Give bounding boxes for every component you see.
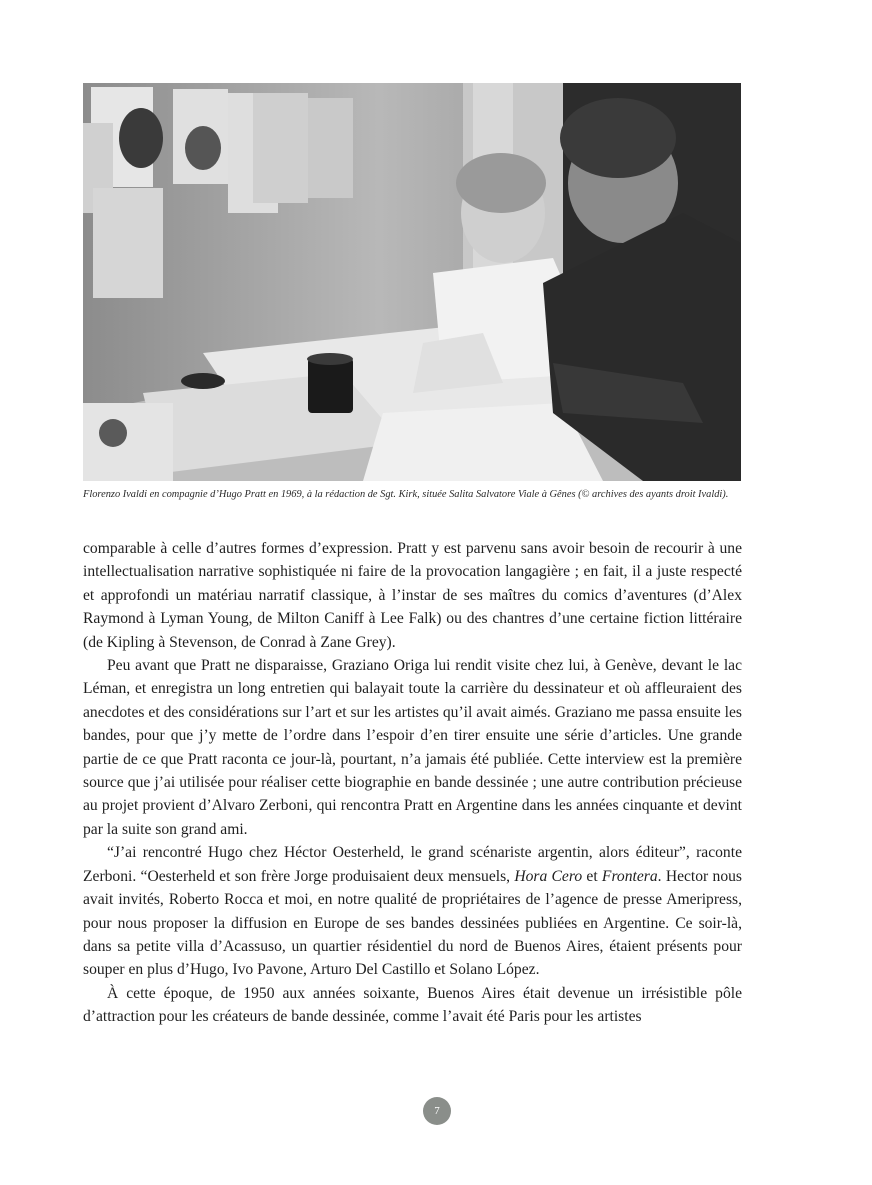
paragraph-text: Peu avant que Pratt ne disparaisse, Graziano Origa lui rendit visite chez lui, à Genève, devant le lac Léman, et enregistra un long entretien qui balayait toute la carrière du dessinateur et où affleuraient des anecdotes et des considérations sur l’art et sur les artistes qu’il avait aimés. Graziano me passa ensuite les bandes, pour que j’y mette de l’ordre dans l’espoir d’en tirer ensuite une série d’articles. Une grande partie de ce que Pratt raconta ce jour-là, pourtant, n’a jamais été publiée. Cette interview est la première source que j’ai utilisée pour réaliser cette biographie en bande dessinée ; une autre contribution précieuse au projet provient d’Alvaro Zerboni, qui rencontra Pratt en Argentine dans les années cinquante et devint par la suite son grand ami.: [83, 657, 742, 838]
paragraph-text: comparable à celle d’autres formes d’expression. Pratt y est parvenu sans avoir besoin de recourir à une intellectualisation narrative sophistiquée ni faire de la provocation langagière ; en fait, il a juste respecté et approfondi un matériau narratif classique, à l’instar de ses maîtres du comics d’aventures (d’Alex Raymond à Lyman Young, de Milton Caniff à Lee Falk) ou des chantres d’une certaine fiction littéraire (de Kipling à Stevenson, de Conrad à Zane Grey).: [83, 540, 742, 651]
magazine-title-hora-cero: Hora Cero: [514, 867, 583, 885]
paragraph-1: [83, 537, 742, 654]
page-number: 7: [423, 1097, 451, 1125]
paragraph-3: [83, 841, 742, 981]
paragraph-text: “J’ai rencontré Hugo chez Héctor Oesterheld, le grand scénariste argentin, alors éditeur”, raconte Zerboni. “Oesterheld et son frère Jorge produisaient deux mensuels,: [83, 844, 742, 885]
photo: [83, 83, 741, 481]
photo-icon: [83, 83, 741, 481]
paragraph-2: [83, 654, 742, 841]
paragraph-text: . Hector nous avait invités, Roberto Rocca et moi, en notre qualité de propriétaires de l’agence de presse Ameripress, pour nous proposer la diffusion en Europe de ses bandes dessinées publiées en Argentine. Ce soir-là, dans sa petite villa d’Acassuso, un quartier résidentiel du nord de Buenos Aires, étaient présents pour souper en plus d’Hugo, Ivo Pavone, Arturo Del Castillo et Solano López.: [83, 867, 742, 979]
paragraph-text: et: [582, 867, 602, 885]
paragraph-text: À cette époque, de 1950 aux années soixante, Buenos Aires était devenue un irrésistible pôle d’attraction pour les créateurs de bande dessinée, comme l’avait été Paris pour les artistes: [83, 984, 742, 1026]
photo-caption: Florenzo Ivaldi en compagnie d’Hugo Pratt en 1969, à la rédaction de Sgt. Kirk, située Salita Salvatore Viale à Gênes (© archives des ayants droit Ivaldi).: [83, 489, 729, 500]
body-text: [83, 537, 742, 1029]
magazine-title-frontera: Frontera: [601, 867, 658, 885]
paragraph-4: [83, 982, 742, 1029]
